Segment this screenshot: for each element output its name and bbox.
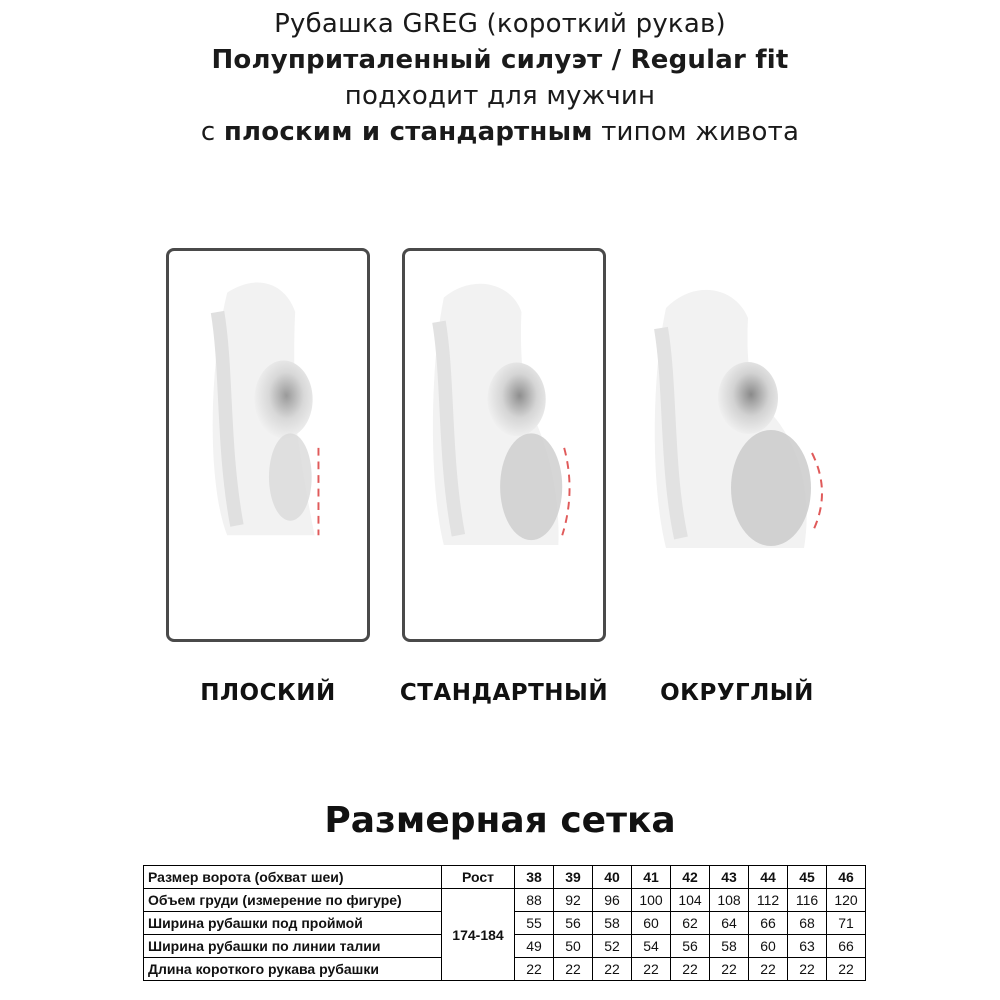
torso-standard-illustration bbox=[405, 251, 603, 639]
value-cell: 66 bbox=[749, 912, 788, 935]
value-cell: 104 bbox=[671, 889, 710, 912]
value-cell: 52 bbox=[593, 935, 632, 958]
value-cell: 56 bbox=[554, 912, 593, 935]
value-cell: 60 bbox=[632, 912, 671, 935]
value-cell: 22 bbox=[749, 958, 788, 981]
size-cell: 40 bbox=[593, 866, 632, 889]
table-row bbox=[144, 866, 866, 889]
value-cell: 22 bbox=[827, 958, 866, 981]
value-cell: 55 bbox=[515, 912, 554, 935]
value-cell: 62 bbox=[671, 912, 710, 935]
collar-size-label: Размер ворота (обхват шеи) bbox=[144, 866, 442, 889]
label-round: ОКРУГЛЫЙ bbox=[660, 680, 814, 706]
value-cell: 120 bbox=[827, 889, 866, 912]
value-cell: 22 bbox=[554, 958, 593, 981]
size-cell: 46 bbox=[827, 866, 866, 889]
value-cell: 100 bbox=[632, 889, 671, 912]
value-cell: 88 bbox=[515, 889, 554, 912]
value-cell: 116 bbox=[788, 889, 827, 912]
value-cell: 58 bbox=[593, 912, 632, 935]
value-cell: 64 bbox=[710, 912, 749, 935]
value-cell: 22 bbox=[515, 958, 554, 981]
value-cell: 112 bbox=[749, 889, 788, 912]
belly-type-prefix: с bbox=[200, 117, 224, 147]
row-label: Ширина рубашки по линии талии bbox=[144, 935, 442, 958]
value-cell: 92 bbox=[554, 889, 593, 912]
value-cell: 63 bbox=[788, 935, 827, 958]
label-standard: СТАНДАРТНЫЙ bbox=[399, 680, 609, 706]
size-cell: 38 bbox=[515, 866, 554, 889]
size-cell: 45 bbox=[788, 866, 827, 889]
value-cell: 66 bbox=[827, 935, 866, 958]
row-label: Объем груди (измерение по фигуре) bbox=[144, 889, 442, 912]
size-cell: 42 bbox=[671, 866, 710, 889]
torso-flat-illustration bbox=[169, 251, 367, 639]
value-cell: 71 bbox=[827, 912, 866, 935]
value-cell: 49 bbox=[515, 935, 554, 958]
value-cell: 60 bbox=[749, 935, 788, 958]
value-cell: 22 bbox=[632, 958, 671, 981]
value-cell: 54 bbox=[632, 935, 671, 958]
value-cell: 22 bbox=[788, 958, 827, 981]
row-label: Длина короткого рукава рубашки bbox=[144, 958, 442, 981]
figure-standard[interactable] bbox=[402, 248, 606, 642]
value-cell: 68 bbox=[788, 912, 827, 935]
table-row bbox=[144, 889, 866, 912]
value-cell: 56 bbox=[671, 935, 710, 958]
figure-round[interactable] bbox=[636, 248, 840, 642]
value-cell: 96 bbox=[593, 889, 632, 912]
torso-round-illustration bbox=[636, 248, 840, 642]
value-cell: 22 bbox=[671, 958, 710, 981]
header bbox=[0, 6, 1000, 150]
product-title: Рубашка GREG (короткий рукав) bbox=[274, 9, 726, 39]
value-cell: 50 bbox=[554, 935, 593, 958]
size-cell: 43 bbox=[710, 866, 749, 889]
suitable-for-text: подходит для мужчин bbox=[344, 81, 656, 111]
height-header: Рост bbox=[442, 866, 515, 889]
size-table bbox=[143, 865, 866, 981]
value-cell: 58 bbox=[710, 935, 749, 958]
size-cell: 41 bbox=[632, 866, 671, 889]
value-cell: 22 bbox=[710, 958, 749, 981]
fit-title: Полуприталенный силуэт / Regular fit bbox=[211, 45, 789, 75]
value-cell: 22 bbox=[593, 958, 632, 981]
belly-type-suffix: типом живота bbox=[592, 117, 800, 147]
figure-flat[interactable] bbox=[166, 248, 370, 642]
row-label: Ширина рубашки под проймой bbox=[144, 912, 442, 935]
value-cell: 108 bbox=[710, 889, 749, 912]
belly-type-text bbox=[0, 114, 1000, 150]
size-cell: 39 bbox=[554, 866, 593, 889]
label-flat: ПЛОСКИЙ bbox=[200, 680, 336, 706]
size-cell: 44 bbox=[749, 866, 788, 889]
belly-type-bold: плоским и стандартным bbox=[223, 117, 593, 147]
size-grid-title: Размерная сетка bbox=[324, 800, 676, 841]
height-value: 174-184 bbox=[442, 889, 515, 981]
